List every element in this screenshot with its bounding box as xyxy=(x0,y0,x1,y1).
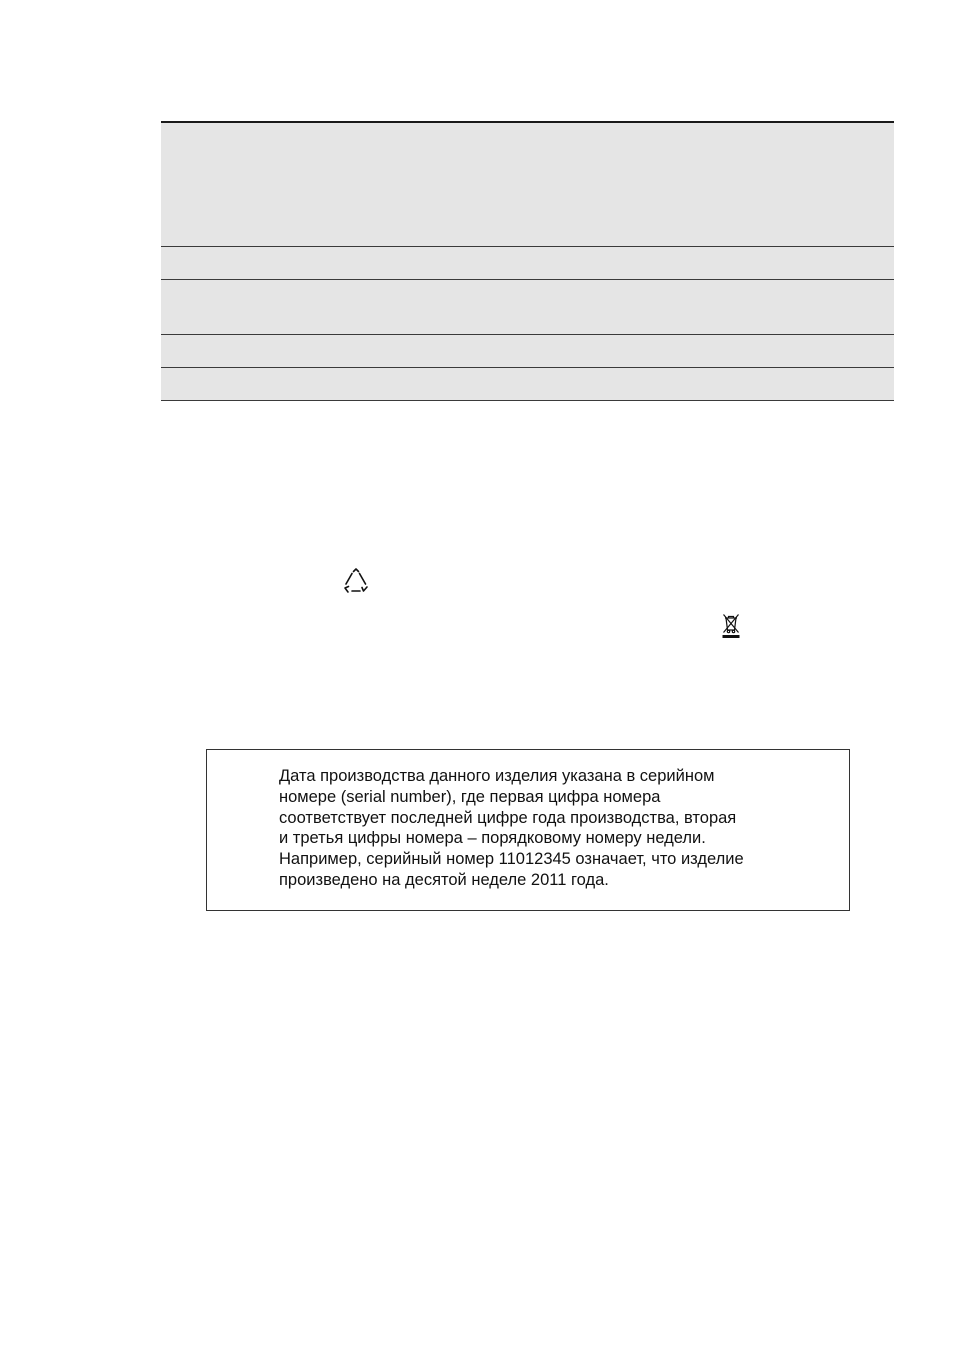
table-row xyxy=(161,280,894,335)
notice-line: соответствует последней цифре года производства, вторая xyxy=(279,808,737,827)
notice-line: номере (serial number), где первая цифра номера xyxy=(279,787,661,806)
notice-text xyxy=(279,766,839,891)
recycle-icon xyxy=(341,566,371,596)
notice-line: и третья цифры номера – порядковому номеру недели. xyxy=(279,829,706,848)
crossed-out-wheelie-bin-icon xyxy=(719,610,743,640)
notice-line: Например, серийный номер 11012345 означает, что изделие xyxy=(279,850,744,869)
table-row xyxy=(161,335,894,368)
table-row xyxy=(161,368,894,401)
technical-data-table xyxy=(161,121,894,401)
notice-line: произведено на десятой неделе 2011 года. xyxy=(279,870,609,889)
production-date-notice xyxy=(206,749,850,911)
notice-line: Дата производства данного изделия указана в серийном xyxy=(279,767,715,785)
table-row xyxy=(161,247,894,280)
table-row xyxy=(161,123,894,247)
